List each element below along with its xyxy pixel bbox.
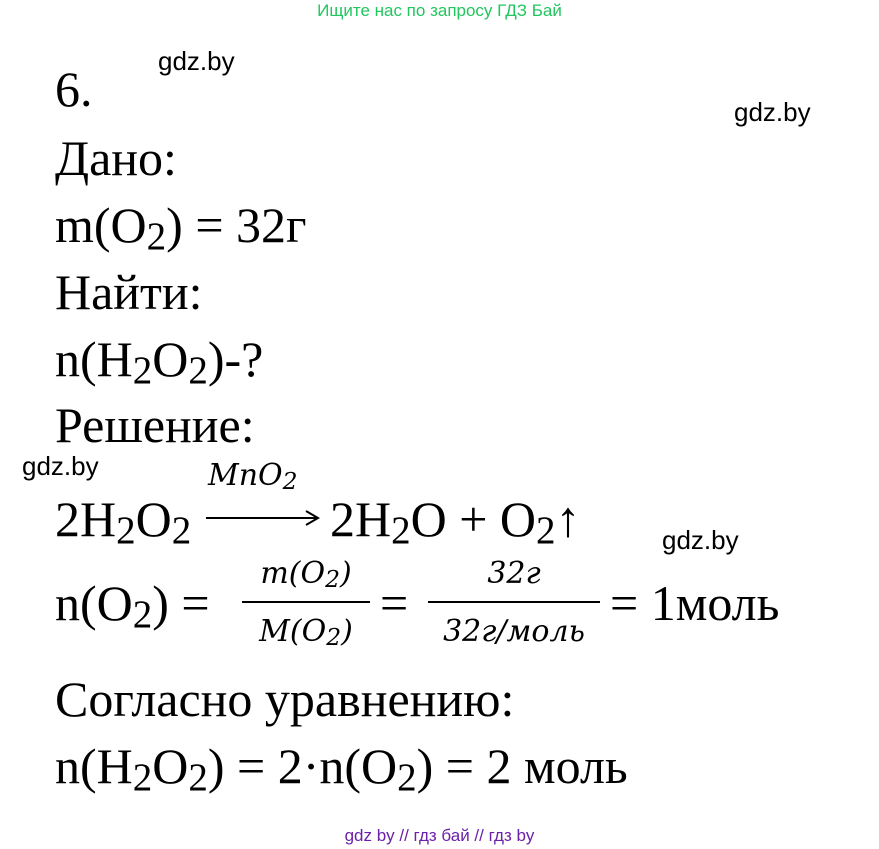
- top-banner: Ищите нас по запросу ГДЗ Бай: [317, 1, 562, 20]
- fraction1-numerator: $m(O_2)$: [260, 556, 352, 594]
- watermark: gdz.by: [158, 46, 235, 76]
- watermark: gdz.by: [662, 525, 739, 555]
- fraction2-denominator: 32г/моль: [443, 614, 585, 649]
- reaction-arrow-icon: [206, 508, 321, 528]
- reaction-reactant: $2H_2O_2$: [55, 491, 192, 553]
- moles-lhs: $n(O_2)$ =: [55, 575, 210, 637]
- equals-sign: =: [380, 575, 409, 631]
- catalyst-label: MnO$_2$: [208, 458, 298, 496]
- final-result: $n(H_2O_2) = 2\cdot n(O_2) = 2$ моль: [55, 738, 628, 800]
- fraction1-bar: [242, 601, 370, 603]
- gas-arrow-icon: ↑: [555, 491, 581, 547]
- task-number: 6.: [55, 61, 93, 117]
- reaction-products: $2H_2O$ + $O_2↑$: [330, 491, 581, 553]
- fraction2-bar: [428, 601, 600, 603]
- given-heading: Дано:: [55, 130, 177, 186]
- watermark: gdz.by: [734, 97, 811, 127]
- fraction2-numerator: 32г: [487, 556, 541, 591]
- find-heading: Найти:: [55, 264, 203, 320]
- solution-heading: Решение:: [55, 397, 255, 453]
- moles-result: = 1моль: [610, 575, 780, 631]
- find-value: $n(H_2O_2)-$?: [55, 331, 264, 393]
- watermark: gdz.by: [22, 451, 99, 481]
- fraction1-denominator: $M(O_2)$: [259, 614, 353, 652]
- given-value: $m(O_2) = 32г$: [55, 197, 307, 259]
- by-equation-heading: Согласно уравнению:: [55, 671, 515, 727]
- footer-watermark: gdz by // гдз бай // гдз by: [344, 826, 535, 845]
